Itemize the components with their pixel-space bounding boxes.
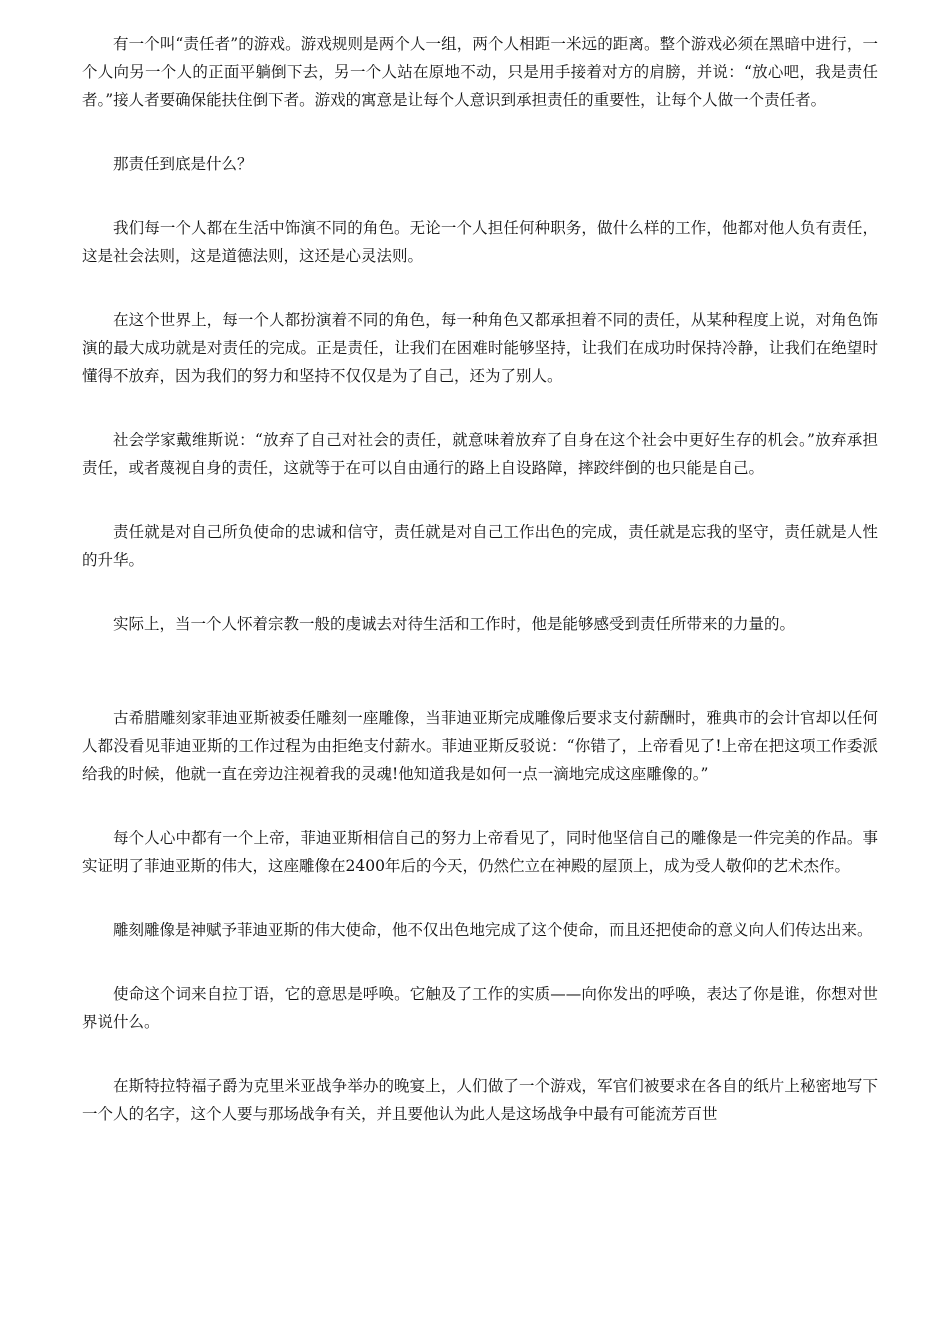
- paragraph-phidias-belief: 每个人心中都有一个上帝，菲迪亚斯相信自己的努力上帝看见了，同时他坚信自己的雕像是一件完美的作品。事实证明了菲迪亚斯的伟大，这座雕像在2400年后的今天，仍然伫立在神殿的屋顶上，成为受人敬仰的艺术杰作。: [82, 829, 878, 875]
- paragraph-devotion: 实际上，当一个人怀着宗教一般的虔诚去对待生活和工作时，他是能够感受到责任所带来的力量的。: [113, 615, 796, 633]
- paragraph-roles: 我们每一个人都在生活中饰演不同的角色。无论一个人担任何种职务，做什么样的工作，他都对他人负有责任，这是社会法则，这是道德法则，这还是心灵法则。: [82, 219, 878, 265]
- paragraph-definition: 责任就是对自己所负使命的忠诚和信守，责任就是对自己工作出色的完成，责任就是忘我的坚守，责任就是人性的升华。: [82, 523, 878, 569]
- paragraph-mission: 雕刻雕像是神赋予菲迪亚斯的伟大使命，他不仅出色地完成了这个使命，而且还把使命的意义向人们传达出来。: [113, 921, 873, 939]
- section-gap: [82, 674, 878, 704]
- paragraph-responsibility-game: 有一个叫“责任者”的游戏。游戏规则是两个人一组，两个人相距一米远的距离。整个游戏必须在黑暗中进行，一个人向另一个人的正面平躺倒下去，另一个人站在原地不动，只是用手接着对方的肩膀，并说：“放心吧，我是责任者。”接人者要确保能扶住倒下者。游戏的寓意是让每个人意识到承担责任的重要性，让每个人做一个责任者。: [82, 35, 878, 109]
- paragraph-world-roles: 在这个世界上，每一个人都扮演着不同的角色，每一种角色又都承担着不同的责任，从某种程度上说，对角色饰演的最大成功就是对责任的完成。正是责任，让我们在困难时能够坚持，让我们在成功时保持冷静，让我们在绝望时懂得不放弃，因为我们的努力和坚持不仅仅是为了自己，还为了别人。: [82, 311, 878, 385]
- document-page: [82, 30, 878, 1164]
- paragraph-crimean-dinner: 在斯特拉特福子爵为克里米亚战争举办的晚宴上，人们做了一个游戏，军官们被要求在各自的纸片上秘密地写下一个人的名字，这个人要与那场战争有关，并且要他认为此人是这场战争中最有可能流芳百世: [82, 1077, 878, 1123]
- paragraph-mission-meaning: 使命这个词来自拉丁语，它的意思是呼唤。它触及了工作的实质——向你发出的呼唤，表达了你是谁，你想对世界说什么。: [82, 985, 878, 1031]
- paragraph-question: 那责任到底是什么？: [113, 155, 253, 173]
- paragraph-phidias-story: 古希腊雕刻家菲迪亚斯被委任雕刻一座雕像，当菲迪亚斯完成雕像后要求支付薪酬时，雅典市的会计官却以任何人都没看见菲迪亚斯的工作过程为由拒绝支付薪水。菲迪亚斯反驳说：“你错了，上帝看见了!上帝在把这项工作委派给我的时候，他就一直在旁边注视着我的灵魂!他知道我是如何一点一滴地完成这座雕像的。”: [82, 709, 878, 783]
- paragraph-davis-quote: 社会学家戴维斯说：“放弃了自己对社会的责任，就意味着放弃了自身在这个社会中更好生存的机会。”放弃承担责任，或者蔑视自身的责任，这就等于在可以自由通行的路上自设路障，摔跤绊倒的也只能是自己。: [82, 431, 878, 477]
